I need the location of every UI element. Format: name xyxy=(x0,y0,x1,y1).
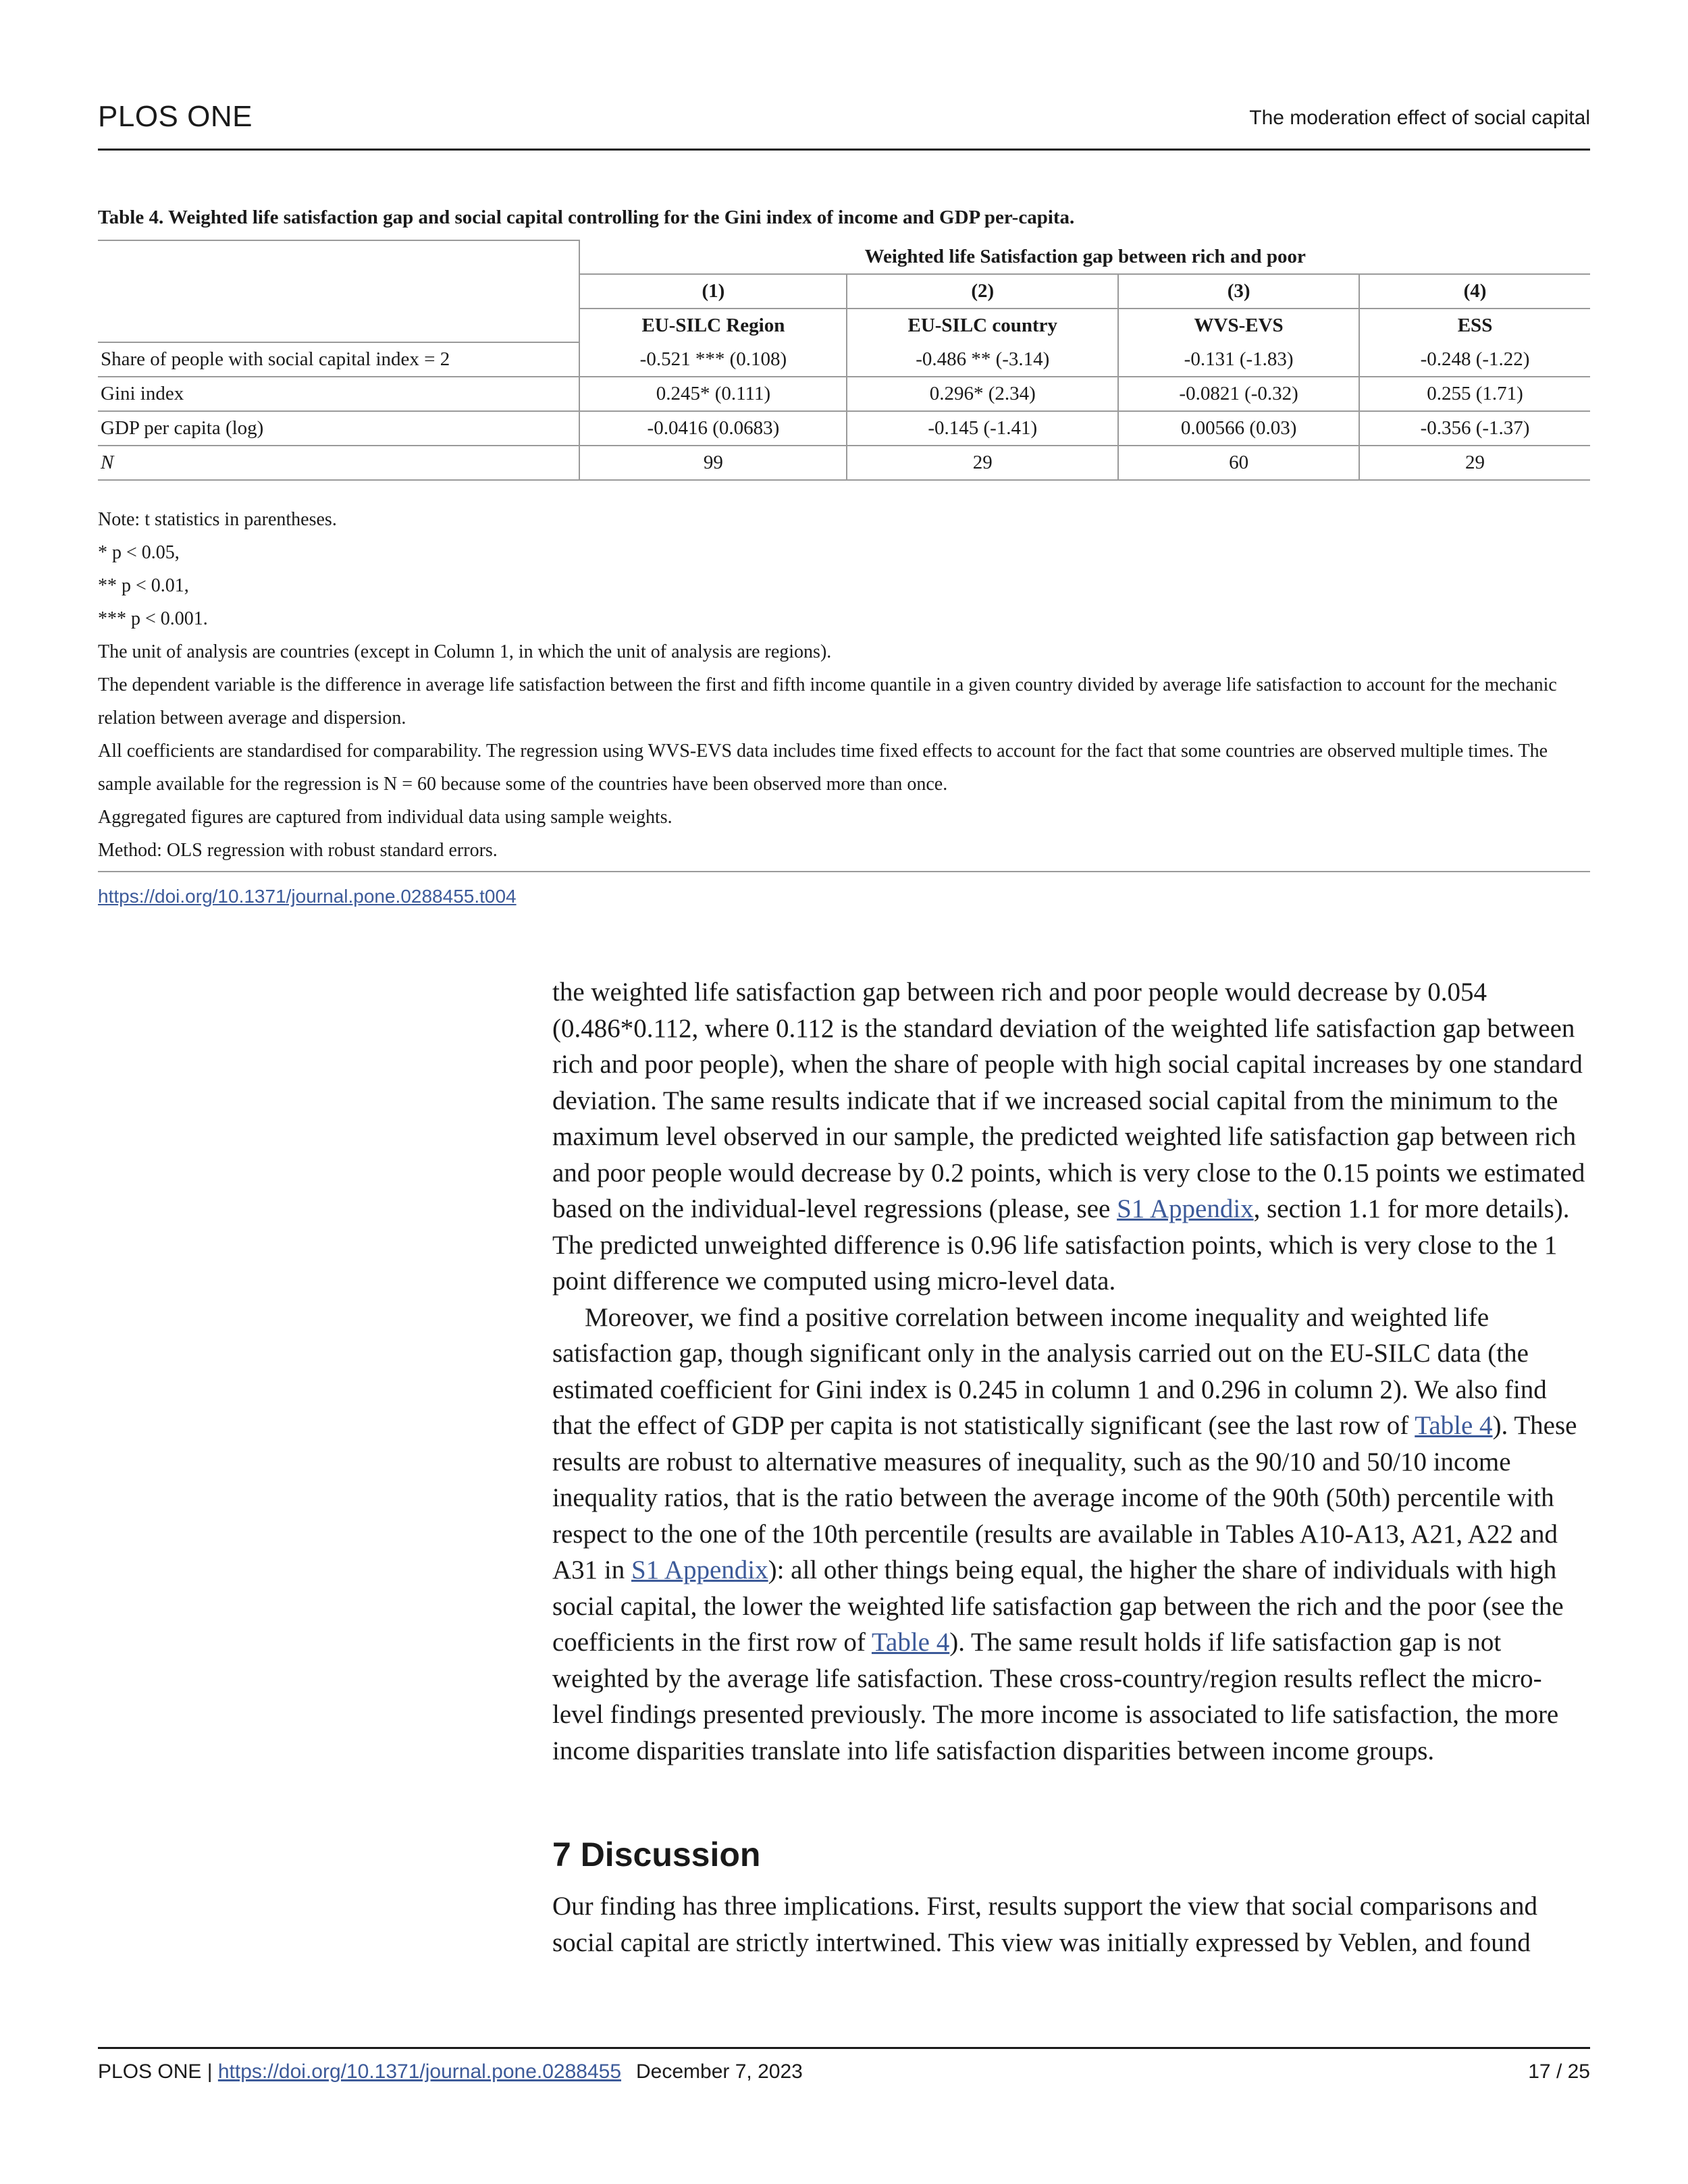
s1-appendix-link[interactable]: S1 Appendix xyxy=(1117,1194,1254,1223)
table-doi-link[interactable]: https://doi.org/10.1371/journal.pone.0288455.t004 xyxy=(98,886,517,907)
footer-rule xyxy=(98,2047,1590,2049)
results-table xyxy=(98,240,1590,481)
table-4-link[interactable]: Table 4 xyxy=(871,1628,950,1657)
table-cell: -0.356 (-1.37) xyxy=(1359,411,1590,446)
s1-appendix-link[interactable]: S1 Appendix xyxy=(631,1555,768,1584)
table-cell: 29 xyxy=(1359,446,1590,480)
table-cell: 60 xyxy=(1118,446,1359,480)
table-4-link[interactable]: Table 4 xyxy=(1415,1411,1493,1440)
col-number-4: (4) xyxy=(1359,274,1590,309)
row-label: Share of people with social capital index = 2 xyxy=(98,342,579,377)
table-corner xyxy=(98,240,579,274)
table-cell: 0.296* (2.34) xyxy=(847,377,1118,411)
table-cell: 0.00566 (0.03) xyxy=(1118,411,1359,446)
publication-date: December 7, 2023 xyxy=(636,2060,803,2083)
row-label: N xyxy=(98,446,579,480)
paragraph: Our finding has three implications. First, results support the view that social comparisons and social capital are strictly intertwined. This view was initially expressed by Veblen, and found xyxy=(552,1892,1537,1957)
footer-doi-link[interactable]: https://doi.org/10.1371/journal.pone.0288455 xyxy=(217,2060,622,2083)
col-number-1: (1) xyxy=(579,274,847,309)
col-name-1: EU-SILC Region xyxy=(579,309,847,342)
table-note: *** p < 0.001. xyxy=(98,608,208,629)
table-row xyxy=(98,342,1590,377)
paragraph: Moreover, we find a positive correlation between income inequality and weighted life satisfaction gap, though significant only in the analysis carried out on the EU-SILC data (the estimated coefficient for Gini index is 0.245 in column 1 and 0.296 in column 2). We also find that the effect of GDP per capita is not statistically significant (see the last row of Table 4). These results are robust to alternative measures of inequality, such as the 90/10 and 50/10 income inequality ratios, that is the ratio between the average income of the 90th (50th) percentile with respect to the one of the 10th percentile (results are available in Tables A10-A13, A21, A22 and A31 in S1 Appendix): all other things being equal, the higher the share of individuals with high social capital, the lower the weighted life satisfaction gap between the rich and the poor (see the coefficients in the first row of Table 4). The same result holds if life satisfaction gap is not weighted by the average life satisfaction. These cross-country/region results reflect the micro-level findings presented previously. The more income is associated to life satisfaction, the more income disparities translate into life satisfaction disparities between income groups. xyxy=(552,1302,1577,1765)
group-header: Weighted life Satisfaction gap between rich and poor xyxy=(579,240,1590,274)
table-cell: 99 xyxy=(579,446,847,480)
col-number-2: (2) xyxy=(847,274,1118,309)
row-label: Gini index xyxy=(98,377,579,411)
table-note: All coefficients are standardised for comparability. The regression using WVS-EVS data includes time fixed effects to account for the fact that some countries are observed multiple times. The sample available for the regression is N = 60 because some of the countries have been observed more than once. xyxy=(98,741,1548,795)
table-cell: 29 xyxy=(847,446,1118,480)
paragraph: the weighted life satisfaction gap between rich and poor people would decrease by 0.054 (0.486*0.112, where 0.112 is the standard deviation of the weighted life satisfaction gap between rich and poor people), when the share of people with high social capital increases by one standard deviation. The same results indicate that if we increased social capital from the minimum to the maximum level observed in our sample, the predicted weighted life satisfaction gap between rich and poor people would decrease by 0.2 points, which is very close to the 0.15 points we estimated based on the individual-level regressions (please, see S1 Appendix, section 1.1 for more details). The predicted unweighted difference is 0.96 life satisfaction points, which is very close to the 1 point difference we computed using micro-level data. xyxy=(552,978,1585,1296)
table-note: The unit of analysis are countries (except in Column 1, in which the unit of analysis are regions). xyxy=(98,641,832,662)
journal-name: PLOS ONE xyxy=(98,100,253,133)
row-label: GDP per capita (log) xyxy=(98,411,579,446)
table-cell: 0.245* (0.111) xyxy=(579,377,847,411)
table-caption: Table 4. Weighted life satisfaction gap and social capital controlling for the Gini index of income and GDP per-capita. xyxy=(98,207,1075,228)
notes-rule xyxy=(98,871,1590,872)
table-row xyxy=(98,377,1590,411)
table-cell: -0.131 (-1.83) xyxy=(1118,342,1359,377)
table-cell: -0.145 (-1.41) xyxy=(847,411,1118,446)
table-cell: -0.486 ** (-3.14) xyxy=(847,342,1118,377)
table-note: ** p < 0.01, xyxy=(98,575,189,596)
page-number: 17 / 25 xyxy=(1528,2060,1590,2083)
table-note: Aggregated figures are captured from individual data using sample weights. xyxy=(98,807,672,828)
header-rule xyxy=(98,149,1590,151)
col-number-3: (3) xyxy=(1118,274,1359,309)
section-heading: 7 Discussion xyxy=(552,1836,761,1873)
table-note: * p < 0.05, xyxy=(98,542,180,563)
table-row xyxy=(98,411,1590,446)
table-row xyxy=(98,446,1590,480)
footer-journal: PLOS ONE | xyxy=(98,2060,218,2083)
table-cell: -0.521 *** (0.108) xyxy=(579,342,847,377)
col-name-3: WVS-EVS xyxy=(1118,309,1359,342)
table-cell: -0.0416 (0.0683) xyxy=(579,411,847,446)
footer xyxy=(98,2060,803,2083)
table-cell: -0.248 (-1.22) xyxy=(1359,342,1590,377)
table-note: Method: OLS regression with robust standard errors. xyxy=(98,840,498,861)
table-note: The dependent variable is the difference in average life satisfaction between the first and fifth income quantile in a given country divided by average life satisfaction to account for the mechanic relation between average and dispersion. xyxy=(98,674,1557,728)
table-note: Note: t statistics in parentheses. xyxy=(98,509,337,530)
table-notes xyxy=(98,503,1590,867)
col-name-4: ESS xyxy=(1359,309,1590,342)
table-cell: 0.255 (1.71) xyxy=(1359,377,1590,411)
body-text xyxy=(552,974,1592,1769)
running-title: The moderation effect of social capital xyxy=(1249,107,1590,129)
col-name-2: EU-SILC country xyxy=(847,309,1118,342)
table-cell: -0.0821 (-0.32) xyxy=(1118,377,1359,411)
